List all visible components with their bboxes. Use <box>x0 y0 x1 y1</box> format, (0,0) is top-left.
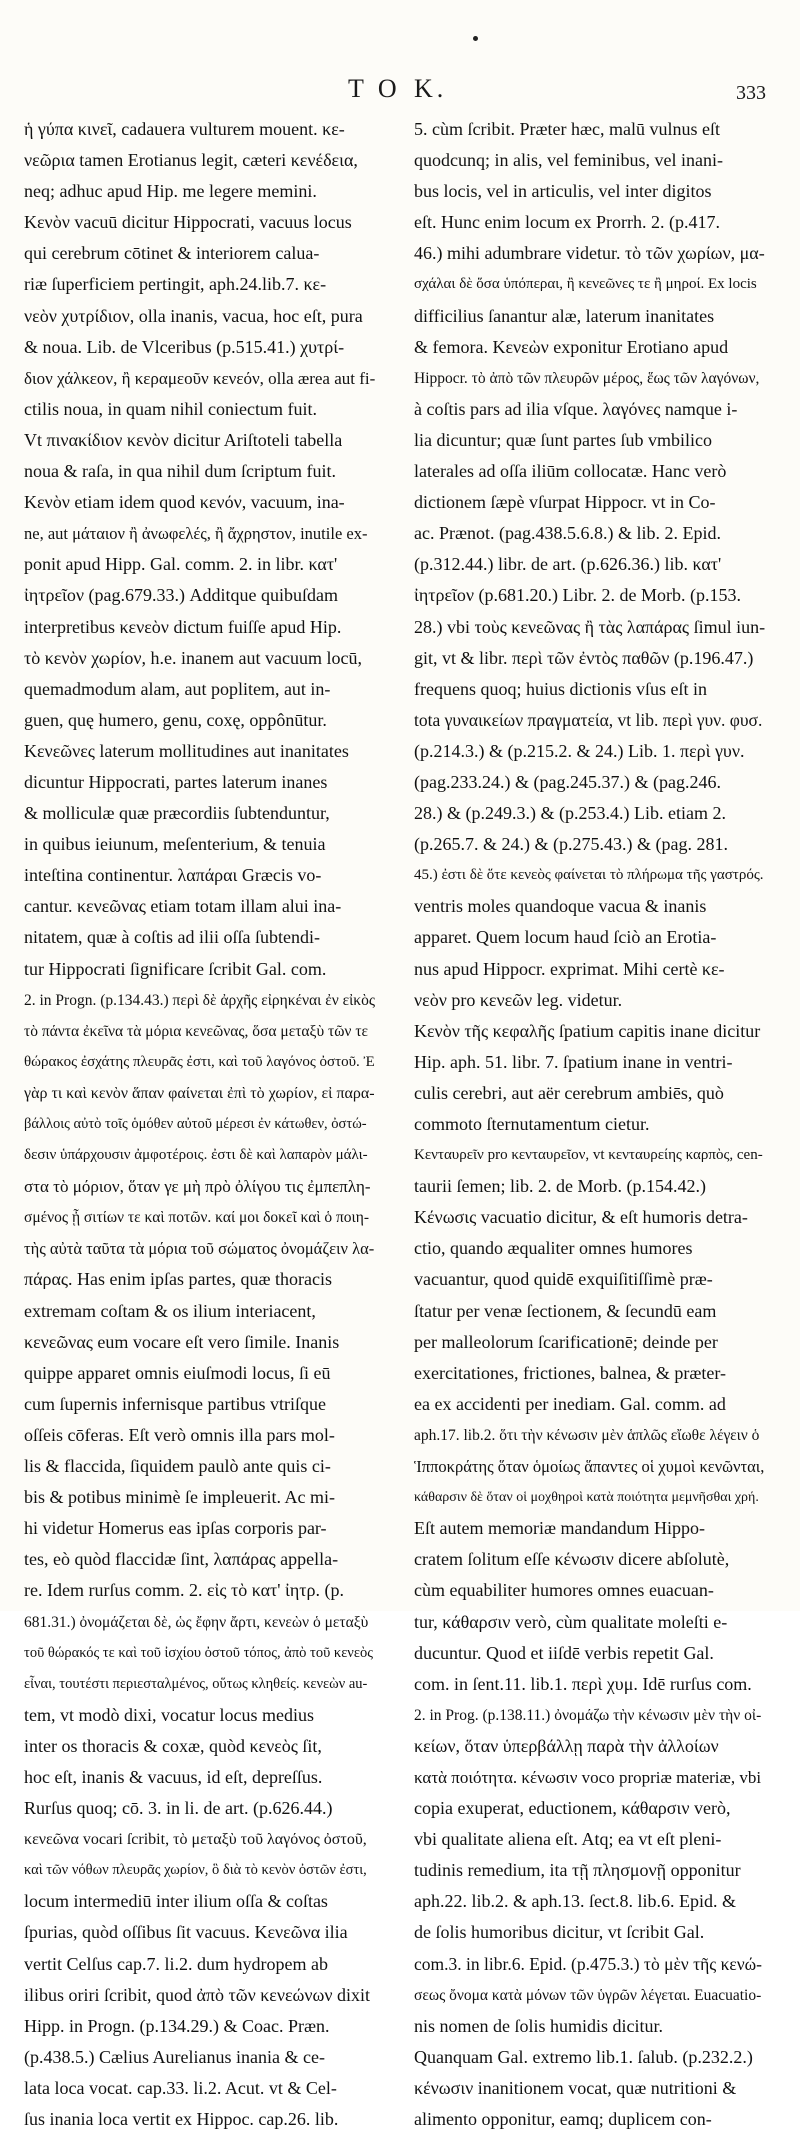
text-line: exercitationes, frictiones, balnea, & præter- <box>414 1362 727 1383</box>
text-line: ſus inania loca vertit ex Hippoc. cap.26. lib. <box>24 2109 339 2129</box>
text-line: καὶ τῶν νόθων πλευρᾶς χωρίον, ὃ διὰ τὸ κενὸν ὀστῶν ἐστι, <box>24 1862 367 1879</box>
running-head-right: K. <box>414 74 448 103</box>
text-line: frequens quoq; huius dictionis vſus eſt in <box>414 678 707 699</box>
text-line: Hipp. in Progn. (p.134.29.) & Coac. Præn. <box>24 2015 330 2036</box>
text-line: vertit Celſus cap.7. li.2. dum hydropem ab <box>24 1953 328 1974</box>
text-line: ſtatur per venæ ſectionem, & ſecundū eam <box>414 1300 717 1321</box>
text-line: hi videtur Homerus eas ipſas corporis par- <box>24 1518 327 1539</box>
text-line: quodcunq; in alis, vel feminibus, vel inani- <box>414 150 723 171</box>
text-line: 28.) & (p.249.3.) & (p.253.4.) Lib. etiam 2. <box>414 803 726 824</box>
text-line: τὴς αὐτὰ ταῦτα τὰ μόρια τοῦ σώματος ὀνομάζειν λα- <box>24 1239 375 1259</box>
text-line: νεὸν χυτρίδιον, olla inanis, vacua, hoc eſt, pura <box>24 305 363 326</box>
text-line: de ſolis humoribus dicitur, vt ſcribit Gal. <box>414 1922 705 1943</box>
page-number: 333 <box>736 82 766 104</box>
text-line: (p.265.7. & 24.) & (p.275.43.) & (pag. 281. <box>414 834 728 855</box>
text-line: Quanquam Gal. extremo lib.1. ſalub. (p.232.2.) <box>414 2046 753 2067</box>
text-line: nus apud Hippocr. exprimat. Mihi certè κε- <box>414 958 725 979</box>
text-line: dictionem ſæpè vſurpat Hippocr. vt in Co- <box>414 492 716 513</box>
right-column <box>414 114 766 2135</box>
text-line: θώρακος ἐσχάτης πλευρᾶς ἐστι, καὶ τοῦ λαγόνος ὀστοῦ. Ἐ <box>24 1053 375 1070</box>
text-line: τὸ πάντα ἐκεῖνα τὰ μόρια κενεῶνας, ὅσα μεταξὺ τῶν τε <box>24 1022 369 1040</box>
text-line: τὸ κενὸν χωρίον, h.e. inanem aut vacuum locū, <box>24 647 362 668</box>
text-line: τοῦ θώρακός τε καὶ τοῦ ἰσχίου ὀστοῦ τόπος, ἀπὸ τοῦ κενεὸς <box>24 1644 373 1661</box>
text-line: neq; adhuc apud Hip. me legere memini. <box>24 181 317 202</box>
text-line: per malleolorum ſcarificationē; deinde per <box>414 1331 718 1352</box>
text-line: κατὰ ποιότητα. κένωσιν voco propriæ materiæ, vbi <box>414 1767 762 1787</box>
text-line: (pag.233.24.) & (pag.245.37.) & (pag.246. <box>414 771 721 792</box>
text-line: (p.438.5.) Cælius Aurelianus inania & ce- <box>24 2046 325 2067</box>
text-line: bus locis, vel in articulis, vel inter digitos <box>414 181 712 202</box>
text-line: commoto ſternutamentum cietur. <box>414 1114 650 1134</box>
text-line: vacuantur, quod quidē exquiſitiſſimè præ- <box>414 1269 713 1290</box>
text-line: ea ex accidenti per inediam. Gal. comm. ad <box>414 1393 726 1414</box>
text-line: bis & potibus minimè ſe impleuerit. Ac mi- <box>24 1487 335 1508</box>
text-line: 45.) ἐστι δὲ ὅτε κενεὸς φαίνεται τὸ πλήρωμα τῆς γαστρός. <box>414 867 764 884</box>
text-line: Κενταυρεῖν pro κενταυρεῖον, vt κενταυρείης καρπὸς, cen- <box>414 1147 763 1164</box>
text-line: 2. in Prog. (p.138.11.) ὀνομάζω τὴν κένωσιν μὲν τὴν οἰ- <box>414 1706 762 1724</box>
text-line: aph.22. lib.2. & aph.13. ſect.8. lib.6. Epid. & <box>414 1891 736 1912</box>
text-line: Eſt autem memoriæ mandandum Hippo- <box>414 1518 705 1539</box>
text-line: Hippocr. τὸ ἀπὸ τῶν πλευρῶν μέρος, ἕως τῶν λαγόνων, <box>414 369 760 387</box>
text-line: στα τὸ μόριον, ὅταν γε μὴ πρὸ ὀλίγου τις ἐμπεπλη- <box>24 1177 371 1197</box>
text-line: com. in ſent.11. lib.1. περὶ χυμ. Idē rurſus com. <box>414 1673 752 1694</box>
text-line: in quibus ieiunum, meſenterium, & tenuia <box>24 834 326 855</box>
text-line: Κένωσις vacuatio dicitur, & eſt humoris detra- <box>414 1207 748 1228</box>
text-line: com.3. in libr.6. Epid. (p.475.3.) τὸ μὲν τῆς κενώ- <box>414 1953 763 1974</box>
text-line: cum ſupernis infernisque partibus vtriſque <box>24 1393 326 1414</box>
text-line: tur Hippocrati ſignificare ſcribit Gal. com. <box>24 958 327 979</box>
text-line: interpretibus κενεὸν dictum fuiſſe apud Hip. <box>24 616 342 637</box>
text-line: extremam coſtam & os ilium interiacent, <box>24 1300 316 1321</box>
text-line: nis nomen de ſolis humidis dicitur. <box>414 2015 663 2036</box>
text-line: κείων, ὅταν ὑπερβάλλῃ παρὰ τὴν ἀλλοίων <box>414 1735 719 1756</box>
text-line: διον χάλκεον, ἢ κεραμεοῦν κενεόν, olla ærea aut fi- <box>24 368 376 388</box>
text-line: ducuntur. Quod et iiſdē verbis repetit Gal. <box>414 1642 714 1663</box>
text-line: re. Idem rurſus comm. 2. εἰς τὸ κατ' ἰητρ. (p. <box>24 1580 345 1601</box>
text-line: νεῶρια tamen Erotianus legit, cæteri κενέδεια, <box>24 150 358 171</box>
text-line: 46.) mihi adumbrare videtur. τὸ τῶν χωρίων, μα- <box>414 243 765 264</box>
text-line: σμένος ᾖ σιτίων τε καὶ ποτῶν. καί μοι δοκεῖ καὶ ὁ ποιη- <box>24 1209 369 1227</box>
text-line: (p.312.44.) libr. de art. (p.626.36.) lib. κατ' <box>414 554 722 575</box>
text-line: locum intermediū inter ilium oſſa & coſtas <box>24 1891 328 1912</box>
text-line: ἰητρεῖον (p.681.20.) Libr. 2. de Morb. (p.153. <box>414 585 741 606</box>
text-line: κενεῶνας eum vocare eſt vero ſimile. Inanis <box>24 1331 340 1352</box>
left-column <box>24 114 376 2135</box>
text-line: nitatem, quæ à coſtis ad ilii oſſa ſubtendi- <box>24 927 320 948</box>
text-line: & femora. Κενεὼν exponitur Erotiano apud <box>414 336 729 357</box>
text-line: copia exuperat, eductionem, κάθαρσιν verò, <box>414 1798 731 1819</box>
text-line: Hip. aph. 51. libr. 7. ſpatium inane in ventri- <box>414 1051 733 1072</box>
text-line: 5. cùm ſcribit. Præter hæc, malū vulnus eſt <box>414 119 720 139</box>
text-line: ventris moles quandoque vacua & inanis <box>414 896 707 917</box>
text-line: git, vt & libr. περὶ τῶν ἐντὸς παθῶν (p.196.47.) <box>414 647 754 668</box>
text-line: inter os thoracis & coxæ, quòd κενεὸς ſit, <box>24 1735 322 1756</box>
text-line: & molliculæ quæ præcordiis ſubtenduntur, <box>24 803 330 824</box>
text-line: κένωσιν inanitionem vocat, quæ nutritioni & <box>414 2077 737 2098</box>
text-line: γὰρ τι καὶ κενὸν ἅπαν φαίνεται ἐπὶ τὸ χωρίον, εἰ παρα- <box>24 1084 375 1102</box>
text-line: Rurſus quoq; cō. 3. in li. de art. (p.626.44.) <box>24 1798 333 1819</box>
text-line: vbi qualitate aliena eſt. Atq; ea vt eſt pleni- <box>414 1829 722 1850</box>
text-line: εἶναι, τουτέστι περιεσταλμένος, οὕτως κληθείς. κενεὼν au- <box>24 1675 368 1692</box>
text-line: lata loca vocat. cap.33. li.2. Acut. vt & Cel- <box>24 2077 337 2098</box>
text-line: Vt πινακίδιον κενὸν dicitur Ariſtoteli tabella <box>24 429 343 450</box>
text-line: tem, vt modò dixi, vocatur locus medius <box>24 1704 314 1725</box>
text-line: difficilius ſanantur alæ, laterum inanitates <box>414 305 715 326</box>
text-line: cantur. κενεῶνας etiam totam illam alui ina- <box>24 896 342 917</box>
text-line: aph.17. lib.2. ὅτι τὴν κένωσιν μὲν ἁπλῶς εἴωθε λέγειν ὁ <box>414 1426 760 1444</box>
text-line: dicuntur Hippocrati, partes laterum inanes <box>24 771 328 792</box>
text-line: tur, κάθαρσιν verò, cùm qualitate moleſti e- <box>414 1611 728 1632</box>
text-line: qui cerebrum cōtinet & interiorem caluа- <box>24 243 320 264</box>
text-line: ac. Prænot. (pag.438.5.6.8.) & lib. 2. Epid. <box>414 523 721 544</box>
running-head-left: T O <box>348 74 401 103</box>
text-line: tota γυναικείων πραγματεία, vt lib. περὶ γυν. φυσ. <box>414 709 763 730</box>
text-line: 2. in Progn. (p.134.43.) περὶ δὲ ἀρχῆς εἰρηκέναι ἐν εἰκὸς <box>24 991 375 1009</box>
text-line: βάλλοις αὐτὸ τοῖς ὁμόθεν αὐτοῦ μέρεσι ἐν κάτωθεν, ὀστώ- <box>24 1116 367 1132</box>
text-line: riæ ſuperficiem pertingit, aph.24.lib.7. κε- <box>24 274 327 295</box>
ink-dot <box>473 36 478 41</box>
text-line: lia dicuntur; quæ ſunt partes ſub vmbilico <box>414 429 712 450</box>
text-line: inteſtina continentur. λαπάραι Græcis vo- <box>24 865 322 886</box>
text-line: σεως ὄνομα κατὰ μόνων τῶν ὑγρῶν λέγεται. Euacuatio- <box>414 1986 762 2004</box>
text-line: culis cerebri, aut aër cerebrum ambiēs, quò <box>414 1082 724 1103</box>
text-line: ctio, quando æqualiter omnes humores <box>414 1238 693 1259</box>
text-line: 681.31.) ὀνομάζεται δὲ, ὡς ἔφην ἄρτι, κενεὼν ὁ μεταξὺ <box>24 1613 369 1631</box>
text-line: à coſtis pars ad ilia vſque. λαγόνες namque i- <box>414 398 738 419</box>
text-line: noua & raſa, in qua nihil dum ſcriptum fuit. <box>24 461 336 482</box>
text-line: ne, aut μάταιον ἢ ἀνωφελές, ἢ ἄχρηστον, inutile ex- <box>24 524 368 544</box>
text-line: ilibus oriri ſcribit, quod ἀπὸ τῶν κενεώνων dixit <box>24 1984 371 2005</box>
text-line: alimento opponitur, eamq; duplicem con- <box>414 2109 712 2129</box>
text-line: (p.214.3.) & (p.215.2. & 24.) Lib. 1. περὶ γυν. <box>414 740 745 761</box>
text-line: δεσιν ὑπάρχουσιν ἀμφοτέροις. ἐστι δὲ καὶ λαπαρὸν μάλι- <box>24 1147 368 1164</box>
text-line: πάρας. Has enim ipſas partes, quæ thoracis <box>24 1269 333 1290</box>
text-line: ctilis noua, in quam nihil coniectum fuit. <box>24 398 317 419</box>
text-line: Κενὸν etiam idem quod κενόν, vacuum, ina- <box>24 492 345 513</box>
text-line: ἡ γύπα κινεῖ, cadauera vulturem mouent. κε- <box>24 119 345 139</box>
text-line: κενεῶνα vocari ſcribit, τὸ μεταξὺ τοῦ λαγόνος ὀστοῦ, <box>24 1831 367 1849</box>
text-line: ſpurias, quòd oſſibus ſit vacuus. Κενεῶνα ilia <box>24 1922 348 1943</box>
text-line: Κενὸν τῆς κεφαλῆς ſpatium capitis inane dicitur <box>414 1020 761 1041</box>
text-line: quippe apparet omnis eiuſmodi locus, ſi eū <box>24 1362 331 1383</box>
text-line: apparet. Quem locum haud ſciò an Erotia- <box>414 927 717 948</box>
text-line: cùm equabiliter humores omnes euacuan- <box>414 1580 714 1601</box>
page-header <box>0 68 800 108</box>
text-line: κάθαρσιν δὲ ὅταν οἱ μοχθηροὶ κατὰ ποιότητα μεμνῆσθαι χρή. <box>414 1490 759 1506</box>
text-line: eſt. Hunc enim locum ex Prorrh. 2. (p.417. <box>414 212 720 233</box>
text-line: σχάλαι δὲ ὅσα ὑπόπεραι, ἢ κενεῶνες τε ἢ μηροί. Ex locis <box>414 276 757 293</box>
text-line: tes, eò quòd flaccidæ ſint, λαπάρας appella- <box>24 1549 339 1570</box>
text-line: Ἱπποκράτης ὅταν ὁμοίως ἅπαντες οἱ χυμοὶ κενῶνται, <box>414 1457 765 1477</box>
text-line: lis & flaccida, ſiquidem paulò ante quis ci- <box>24 1456 331 1477</box>
text-line: guen, quę humero, genu, coxę, oppônūtur. <box>24 709 327 730</box>
text-line: ἰητρεῖον (pag.679.33.) Additque quibuſdam <box>24 585 338 606</box>
text-line: oſſeis cōferas. Eſt verò omnis illa pars mol- <box>24 1424 335 1445</box>
text-line: Κενὸν vacuū dicitur Hippocrati, vacuus locus <box>24 212 352 233</box>
text-line: 28.) vbi τοὺς κενεῶνας ἢ τὰς λαπάρας ſimul iun- <box>414 616 766 637</box>
text-line: νεὸν pro κενεῶν leg. videtur. <box>414 989 623 1010</box>
text-line: laterales ad oſſa iliūm collocatæ. Hanc verò <box>414 461 727 482</box>
text-line: cratem ſolitum eſſe κένωσιν dicere abſolutè, <box>414 1549 730 1570</box>
text-line: hoc eſt, inanis & vacuus, id eſt, depreſſus. <box>24 1766 323 1787</box>
text-line: tudinis remedium, ita τῇ πλησμονῇ opponitur <box>414 1860 741 1881</box>
text-line: ponit apud Hipp. Gal. comm. 2. in libr. κατ' <box>24 554 338 575</box>
text-line: quemadmodum alam, aut poplitem, aut in- <box>24 678 331 699</box>
text-line: Κενεῶνες laterum mollitudines aut inanitates <box>24 740 349 761</box>
text-line: taurii ſemen; lib. 2. de Morb. (p.154.42.) <box>414 1176 706 1197</box>
text-line: & noua. Lib. de Vlceribus (p.515.41.) χυτρί- <box>24 336 345 357</box>
